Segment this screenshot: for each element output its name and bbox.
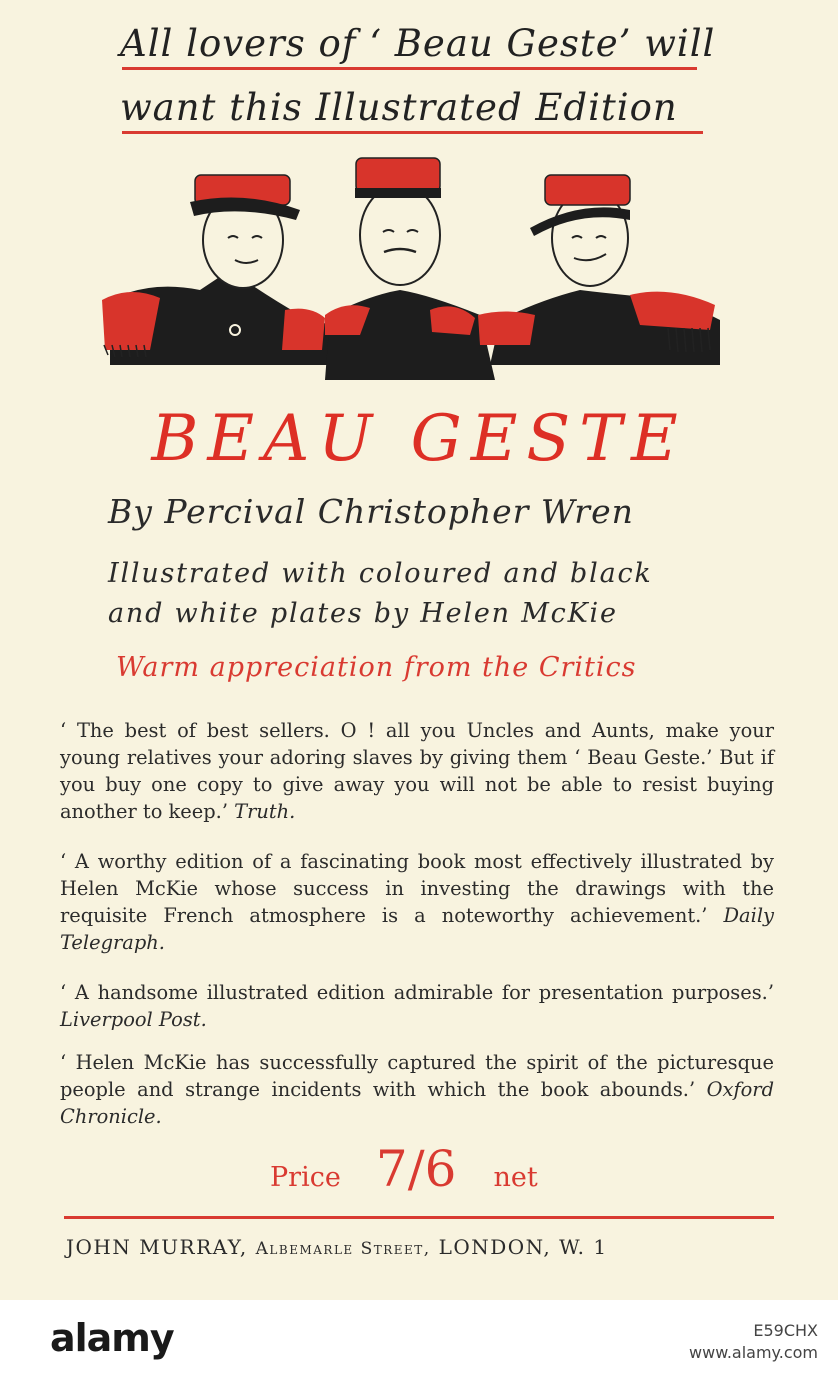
publisher-divider: [64, 1216, 774, 1219]
quote-text: ‘ A handsome illustrated edition admirable for presentation purposes.’: [60, 981, 774, 1004]
legionnaire-middle-figure: [325, 158, 495, 380]
headline-underline-2: [122, 131, 703, 134]
price-label: Price: [270, 1162, 341, 1193]
publisher-line: [66, 1235, 608, 1259]
book-title: BEAU GESTE: [151, 402, 687, 476]
headline-underline-1: [122, 67, 697, 70]
publisher-city: LONDON, W. 1: [438, 1235, 608, 1259]
headline-line-2: want this Illustrated Edition: [120, 86, 678, 129]
three-legionnaires-illustration: [0, 150, 838, 410]
price-suffix: net: [493, 1162, 538, 1193]
quote-source: Oxford Chronicle.: [60, 1078, 774, 1128]
critic-quote: [60, 979, 774, 1033]
critic-quote: [60, 717, 774, 825]
critics-heading: Warm appreciation from the Critics: [116, 652, 637, 683]
critic-quote: [60, 848, 774, 956]
publisher-name: JOHN MURRAY,: [66, 1235, 248, 1259]
price-line: [270, 1140, 538, 1198]
stock-watermark-id: [689, 1320, 818, 1364]
legionnaire-right-figure: [478, 175, 720, 365]
stock-watermark-logo: alamy: [50, 1316, 174, 1360]
watermark-image-id: E59CHX: [753, 1321, 818, 1340]
quote-source: Truth.: [234, 800, 296, 823]
illustrated-line-1: Illustrated with coloured and black: [108, 558, 653, 589]
publisher-street: Albemarle Street,: [255, 1239, 431, 1259]
quote-source: Daily Telegraph.: [60, 904, 774, 954]
critic-quote: [60, 1049, 774, 1130]
watermark-site: www.alamy.com: [689, 1343, 818, 1362]
headline-line-1: All lovers of ‘ Beau Geste’ will: [120, 22, 716, 65]
quote-source: Liverpool Post.: [60, 1008, 207, 1031]
price-amount: 7/6: [375, 1140, 457, 1198]
quote-text: ‘ A worthy edition of a fascinating book most effectively illustrated by Helen McKie whose success in investing the drawings with the requisite French atmosphere is a noteworthy achievement.’: [60, 850, 774, 927]
quote-text: ‘ Helen McKie has successfully captured the spirit of the picturesque people and strange incidents with which the book abounds.’: [60, 1051, 774, 1101]
quote-text: ‘ The best of best sellers. O ! all you Uncles and Aunts, make your young relatives your adoring slaves by giving them ‘ Beau Geste.’ But if you buy one copy to give away you will not be able to resist buying another to keep.’: [60, 719, 774, 823]
legionnaire-left-figure: [102, 175, 330, 365]
illustrated-line-2: and white plates by Helen McKie: [108, 598, 618, 629]
book-author: By Percival Christopher Wren: [108, 492, 634, 531]
